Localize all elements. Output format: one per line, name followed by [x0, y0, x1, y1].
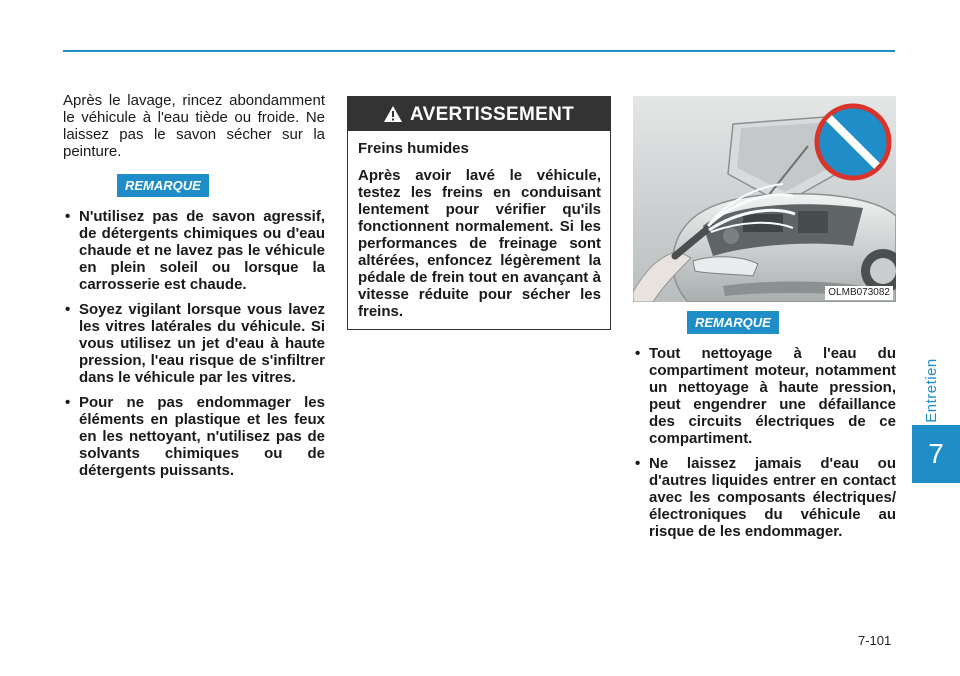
warning-header-text: AVERTISSEMENT [409, 103, 574, 125]
list-item: • Pour ne pas endommager les éléments en plastique et les feux en les nettoyant, n'utilisez pas de solvants chimiques ou de détergents puissants. [63, 394, 325, 479]
section-label-text: Entretien [922, 357, 940, 423]
intro-paragraph: Après le lavage, rincez abondamment le véhicule à l'eau tiède ou froide. Ne laissez pas le savon sécher sur la peinture. [63, 92, 325, 160]
prohibition-icon [813, 102, 893, 182]
image-code: OLMB073082 [825, 286, 893, 300]
warning-box [347, 96, 611, 330]
list-item: • Tout nettoyage à l'eau du compartiment moteur, notamment un nettoyage à haute pression, peut engendrer une défaillance des circuits électriques de ce compartiment. [633, 345, 896, 447]
header-rule [63, 50, 895, 52]
warning-header [348, 97, 610, 131]
note-badge: REMARQUE [687, 311, 779, 334]
page-number: 7-101 [858, 633, 892, 648]
section-label [916, 357, 946, 423]
note-badge: REMARQUE [117, 174, 209, 197]
list-item: • Soyez vigilant lorsque vous lavez les vitres latérales du véhicule. Si vous utilisez un jet d'eau à haute pression, l'eau risque de s'infiltrer dans le véhicule par les vitres. [63, 301, 325, 386]
warning-body [348, 131, 610, 329]
warning-title: Freins humides [358, 140, 469, 157]
note-list [633, 345, 896, 540]
list-item: • N'utilisez pas de savon agressif, de détergents chimiques ou d'eau chaude et ne lavez pas le véhicule en plein soleil ou lorsque la carrosserie est chaude. [63, 208, 325, 293]
warning-text: Après avoir lavé le véhicule, testez les freins en conduisant lentement pour vérifier qu'ils fonctionnent normalement. Si les performances de freinage sont altérées, enfoncez légèrement la pédale de frein tout en avançant à vitesse réduite pour sécher les freins. [358, 167, 601, 320]
chapter-tab: 7 [912, 425, 960, 483]
engine-wash-illustration [633, 96, 896, 302]
warning-triangle-icon [384, 106, 402, 122]
middle-column [347, 96, 611, 330]
left-column [63, 92, 325, 487]
right-column [633, 96, 896, 548]
note-list [63, 208, 325, 479]
list-item: • Ne laissez jamais d'eau ou d'autres liquides entrer en contact avec les composants électriques/électroniques du véhicule au risque de les endommager. [633, 455, 896, 540]
